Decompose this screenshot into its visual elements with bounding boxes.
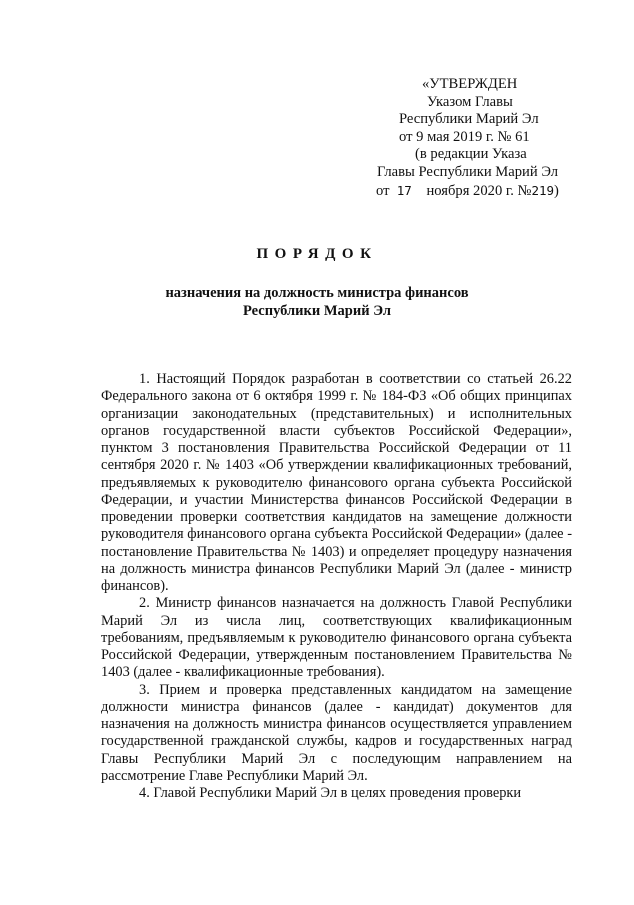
approval-line-5: (в редакции Указа: [415, 146, 527, 163]
approval-close-paren: ): [554, 182, 559, 199]
subtitle-line-1: назначения на должность министра финансов: [165, 285, 469, 301]
document-subtitle: [0, 285, 634, 320]
approval-date-prefix: от: [376, 182, 390, 199]
paragraph-4: 4. Главой Республики Марий Эл в целях проведения проверки: [139, 785, 522, 801]
paragraph-3: 3. Прием и проверка представленных кандидатом на замещение должности министра финансов (далее - кандидат) документов для назначения на должность министра финансов осуществляется управлением государственной гражданской службы, кадров и государственных наград Главы Республики Марий Эл с последующим направлением на рассмотрение Главе Республики Марий Эл.: [101, 681, 572, 784]
approval-date-month-year: ноября 2020 г. №: [426, 182, 532, 199]
document-body: [101, 371, 572, 802]
approval-line-3: Республики Марий Эл: [399, 111, 539, 128]
approval-line-4: от 9 мая 2019 г. № 61: [399, 128, 530, 145]
paragraph-2: 2. Министр финансов назначается на должность Главой Республики Марий Эл из числа лиц, соответствующих квалификационным требованиям, предъявляемым к руководителю финансового органа субъекта Российской Федерации, утвержденным постановлением Правительства № 1403 (далее - квалификационные требования).: [101, 595, 572, 681]
approval-line-2: Указом Главы: [427, 93, 513, 110]
approval-decree-number: 219: [531, 182, 555, 198]
subtitle-line-2: Республики Марий Эл: [243, 302, 391, 319]
approval-stamp: [372, 76, 572, 200]
document-title: ПОРЯДОК: [256, 246, 378, 262]
approval-date-day: 17: [396, 182, 412, 198]
approval-line-7: [372, 182, 572, 201]
paragraph-1: 1. Настоящий Порядок разработан в соответствии со статьей 26.22 Федерального закона от 6 октября 1999 г. № 184-ФЗ «Об общих принципах организации законодательных (представительных) и исполнительных органов государственной власти субъектов Российской Федерации», пунктом 3 постановления Правительства Российской Федерации от 11 сентября 2020 г. № 1403 «Об утверждении квалификационных требований, предъявляемых к руководителю финансового органа субъекта Российской Федерации, и участии Министерства финансов Российской Федерации в проведении проверки соответствия кандидатов на замещение должности руководителя финансового органа субъекта Российской Федерации» (далее - постановление Правительства № 1403) и определяет процедуру назначения на должность министра финансов Республики Марий Эл (далее - министр финансов).: [101, 371, 572, 594]
approval-line-1: «УТВЕРЖДЕН: [422, 76, 518, 92]
approval-line-6: Главы Республики Марий Эл: [377, 163, 559, 180]
